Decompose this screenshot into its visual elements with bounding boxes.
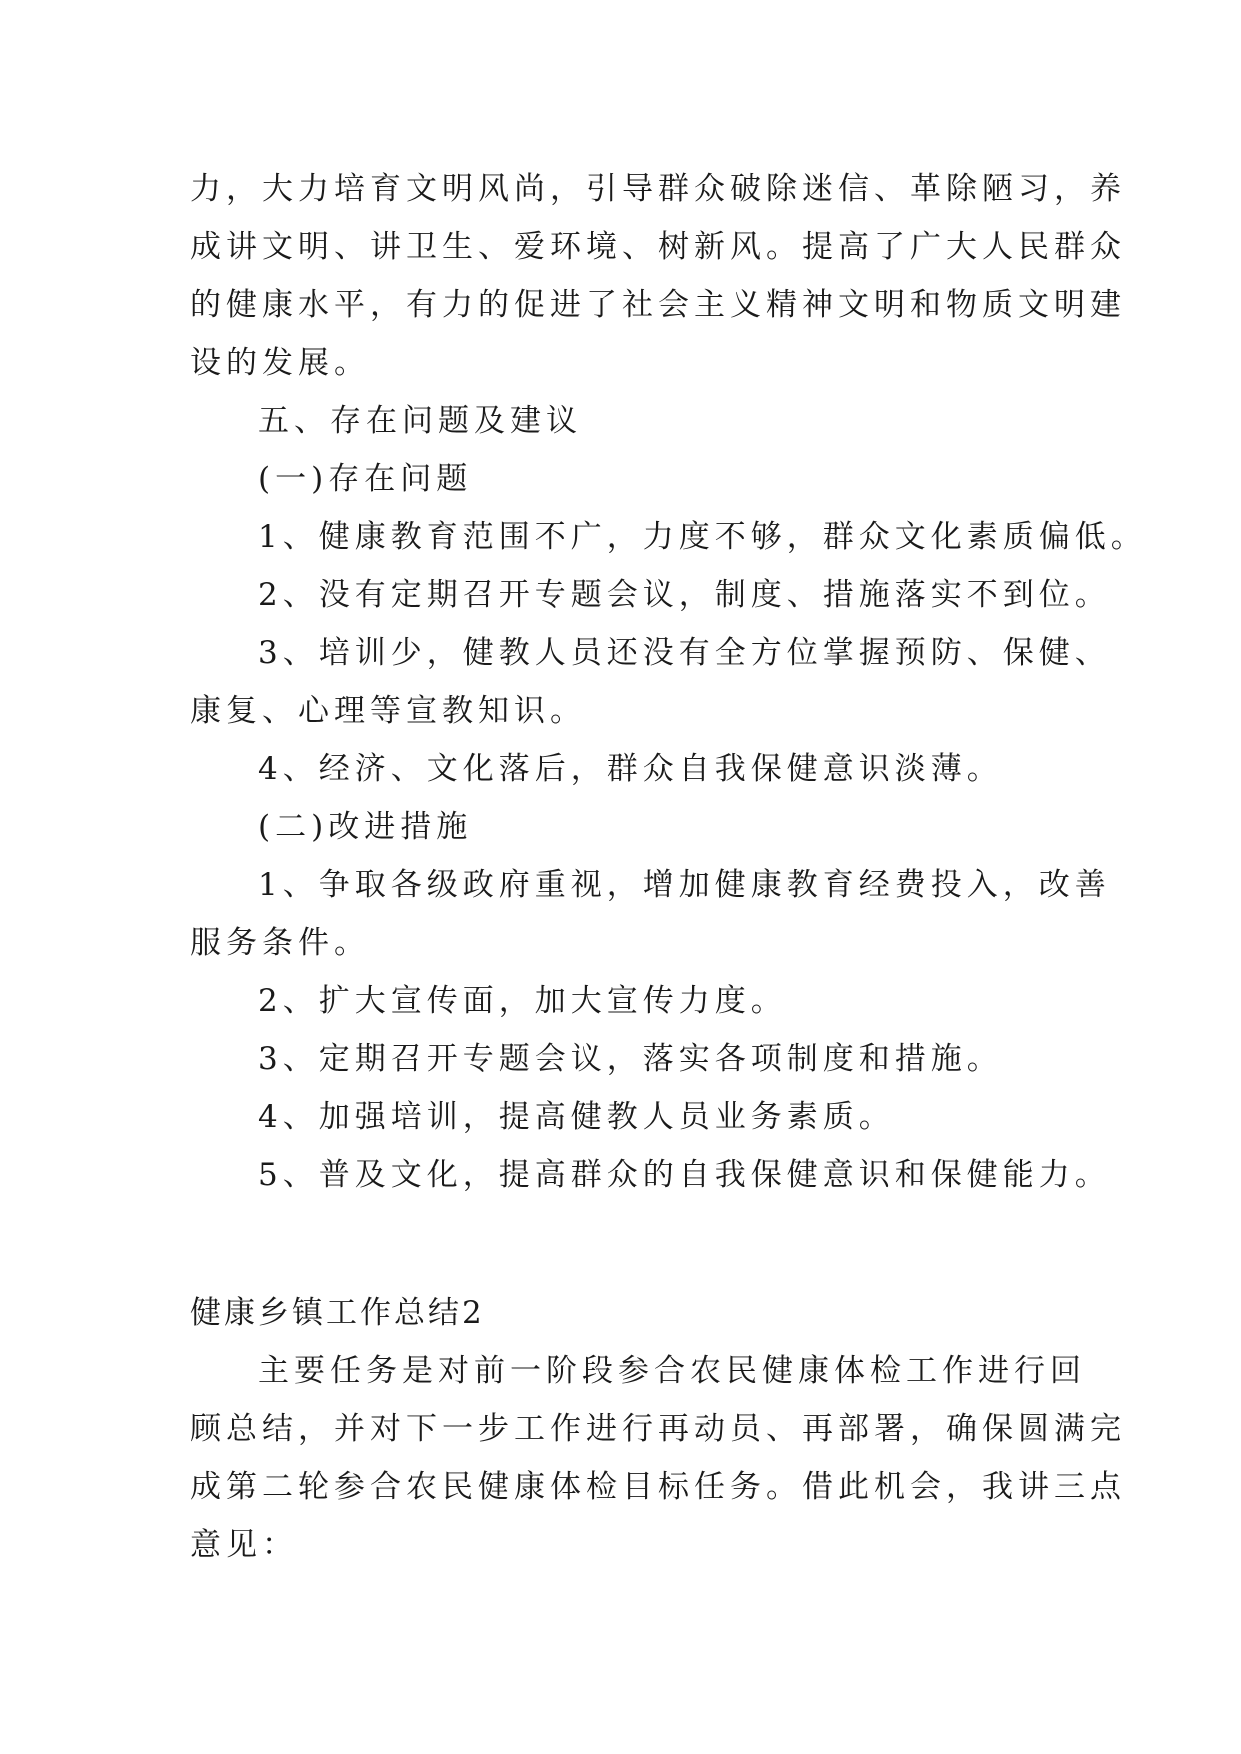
measure-item: 3、定期召开专题会议，落实各项制度和措施。 bbox=[258, 1041, 1003, 1077]
section-heading: 五、存在问题及建议 bbox=[258, 403, 582, 439]
document-body bbox=[190, 160, 1147, 1574]
paragraph-line: 的健康水平，有力的促进了社会主义精神文明和物质文明建 bbox=[190, 287, 1126, 323]
paragraph-line: 成第二轮参合农民健康体检目标任务。借此机会，我讲三点 bbox=[190, 1469, 1126, 1505]
problem-item: 4、经济、文化落后，群众自我保健意识淡薄。 bbox=[258, 751, 1003, 787]
measure-item: 4、加强培训，提高健教人员业务素质。 bbox=[258, 1099, 895, 1135]
section-gap bbox=[190, 1204, 1050, 1284]
problem-item: 3、培训少，健教人员还没有全方位掌握预防、保健、 bbox=[258, 635, 1111, 671]
problem-item: 2、没有定期召开专题会议，制度、措施落实不到位。 bbox=[258, 577, 1111, 613]
problem-item-continued: 康复、心理等宣教知识。 bbox=[190, 693, 586, 729]
problem-item: 1、健康教育范围不广，力度不够，群众文化素质偏低。 bbox=[258, 519, 1147, 555]
measure-item: 2、扩大宣传面，加大宣传力度。 bbox=[258, 983, 787, 1019]
measure-item: 5、普及文化，提高群众的自我保健意识和保健能力。 bbox=[258, 1157, 1111, 1193]
measure-item-continued: 服务条件。 bbox=[190, 925, 370, 961]
subheading-problems: (一)存在问题 bbox=[258, 461, 473, 497]
paragraph-line: 成讲文明、讲卫生、爱环境、树新风。提高了广大人民群众 bbox=[190, 229, 1126, 265]
paragraph-line: 意见： bbox=[190, 1527, 298, 1563]
paragraph-line: 主要任务是对前一阶段参合农民健康体检工作进行回 bbox=[258, 1353, 1086, 1389]
paragraph-line: 顾总结，并对下一步工作进行再动员、再部署，确保圆满完 bbox=[190, 1411, 1126, 1447]
measure-item: 1、争取各级政府重视，增加健康教育经费投入，改善 bbox=[258, 867, 1111, 903]
section-title: 健康乡镇工作总结2 bbox=[190, 1295, 485, 1331]
paragraph-line: 设的发展。 bbox=[190, 345, 370, 381]
paragraph-line: 力，大力培育文明风尚，引导群众破除迷信、革除陋习，养 bbox=[190, 171, 1126, 207]
subheading-measures: (二)改进措施 bbox=[258, 809, 473, 845]
